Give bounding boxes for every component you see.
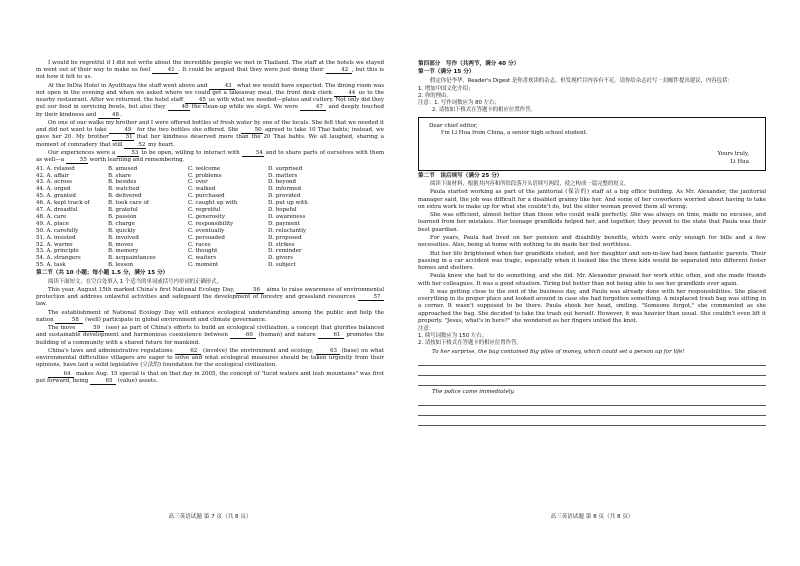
option-cell: C. walked <box>188 186 216 193</box>
option-cell: D. subject <box>268 262 296 269</box>
answer-line <box>418 406 766 416</box>
option-cell: C. over <box>188 179 208 186</box>
option-cell: B. charge <box>108 220 135 227</box>
option-cell: B. amused <box>108 165 138 172</box>
option-cell: C. regretful <box>188 207 221 214</box>
blank-56: 56 <box>236 287 264 294</box>
option-cell: C. purchased <box>188 193 225 200</box>
option-cell: C. persuaded <box>188 234 225 241</box>
option-cell: 46. A. kept track of <box>36 200 90 207</box>
option-cell: 45. A. granted <box>36 193 76 200</box>
blank-57: 57 <box>358 294 384 301</box>
blank-52: 52 <box>124 142 146 149</box>
option-cell: 47. A. dreadful <box>36 207 78 214</box>
blank-65: 65 <box>90 378 116 385</box>
blank-58: 58 <box>55 317 83 324</box>
answer-line <box>418 376 766 386</box>
writing-notes-2-item-2: 2. 请按如下格式在答题卡的相应位置作答。 <box>418 340 522 347</box>
right-page <box>418 60 766 426</box>
option-cell: B. besides <box>108 179 137 186</box>
blank-50: 50 <box>241 127 263 134</box>
blank-43: 43 <box>209 83 235 90</box>
option-cell: 49. A. place <box>36 220 69 227</box>
letter-closing: Yours truly, <box>717 151 749 158</box>
options-grid <box>36 166 384 270</box>
story-paragraph-5: Paula knew she had to do something, and she did. Mr. Alexander praised her work ethic often, and she made friends with her colleagues. It was a good situation. Tiring but better than not being able to see her grandkids ever again. <box>418 273 766 287</box>
writing-section-2-instructions: 阅读下面材料，根据其内容和所给段落开头语续写两段，使之构成一篇完整的短文。 <box>430 181 630 188</box>
option-cell: B. took care of <box>108 200 149 207</box>
letter-body: I'm Li Hua from China, a senior high school student. <box>441 130 588 137</box>
option-cell: 43. A. across <box>36 179 72 186</box>
blank-59: 59 <box>78 325 104 332</box>
left-page <box>36 60 384 386</box>
blank-53: 53 <box>117 150 139 157</box>
option-cell: 55. A. task <box>36 262 66 269</box>
story-paragraph-3: For years, Paula had lived on her pension and disability benefits, which were only enough for bills and a few necessities. Also, being at home with nothing to do made her feel worthless. <box>418 235 766 249</box>
option-cell: B. lesson <box>108 262 134 269</box>
option-cell: 52. A. warms <box>36 241 73 248</box>
option-cell: D. hopeful <box>268 207 297 214</box>
option-cell: 41. A. relaxed <box>36 165 75 172</box>
option-cell: B. grateful <box>108 207 138 214</box>
option-cell: D. matters <box>268 172 298 179</box>
writing-notes-2-title: 注意： <box>418 326 435 333</box>
option-cell: 42. A. affair <box>36 172 69 179</box>
option-cell: C. eventually <box>188 227 225 234</box>
blank-44: 44 <box>334 90 356 97</box>
option-cell: D. put up with <box>268 200 308 207</box>
part-4-heading: 第四部分 写作（共两节，满分 40 分） <box>418 61 520 67</box>
option-cell: B. quickly <box>108 227 136 234</box>
left-page-footer: 高三英语试题 第 7 页（共 8 页） <box>168 514 252 520</box>
right-page-footer: 高三英语试题 第 8 页（共 8 页） <box>550 514 634 520</box>
passage-paragraph-4: Our experiences were a 53 to be open, willing to interact with 54 and to share parts of ourselves with them as well—a 55 worth learning and remembering. <box>36 150 385 164</box>
option-cell: C. thought <box>188 248 218 255</box>
option-cell: D. awareness <box>268 213 306 220</box>
writing-item-1: 1. 增加中国文化介绍； <box>418 86 474 93</box>
option-cell: C. waiters <box>188 255 217 262</box>
letter-greeting: Dear chief editor, <box>429 123 478 130</box>
option-cell: D. informed <box>268 186 301 193</box>
writing-notes-2-item-1: 1. 续写词数应为 150 左右； <box>418 333 488 340</box>
blank-55: 55 <box>66 157 88 164</box>
option-cell: 53. A. principle <box>36 248 79 255</box>
continuation-prompt-1: To her surprise, the bag contained big piles of money, which could set a person up for life! <box>432 349 685 356</box>
option-cell: C. moment <box>188 262 219 269</box>
option-cell: D. surprised <box>268 165 303 172</box>
story-paragraph-1: Paula started working as part of the janitorial (保洁的) staff at a big office building. As Mr. Alexander, the janitorial manager said, the job was difficult for a disabled granny like her. And some of her coworkers worried about having to take on extra work to make up for what she couldn't do, but the older woman proved them all wrong. <box>418 189 766 210</box>
story-paragraph-2: She was efficient, almost better than those who could walk perfectly. She was always on time, made no excuses, and learned from her mistakes. Her teenage grandkids helped her, and together, they proved to the state that Paula was their best guardian. <box>418 212 766 233</box>
option-cell: C. problems <box>188 172 222 179</box>
answer-line <box>418 396 766 406</box>
answer-line <box>418 416 766 426</box>
answer-lines <box>418 349 766 426</box>
blank-46: 46 <box>168 104 190 111</box>
option-cell: D. provided <box>268 193 301 200</box>
blank-63: 63 <box>316 348 340 355</box>
letter-signature: Li Hua <box>730 158 749 165</box>
option-cell: C. generosity <box>188 213 225 220</box>
story-paragraph-6: It was getting close to the end of the business day, and Paula was already done with her responsibilities. She placed everything in its proper place and looked around in case she had forgotten something. A misplaced trash bag was sitting in a corner. It wasn't supposed to be there. Paula shook her head, smiling. "Someone forgot," she commented as she approached the bag. She decided to take the trash out herself. However, it was heavier than usual. She couldn't even lift it properly. "Jesus, what's in here?" she wondered as her fingers untied the knot. <box>418 289 766 324</box>
option-cell: B. delivered <box>108 193 142 200</box>
section-2-instructions: 阅读下面短文，在空白处填入 1 个适当的单词或括号内单词的正确形式。 <box>48 278 222 285</box>
blank-60: 60 <box>230 332 256 339</box>
blank-42: 42 <box>326 67 352 74</box>
option-cell: D. beyond <box>268 179 296 186</box>
option-cell: 50. A. carefully <box>36 227 79 234</box>
option-cell: D. reminder <box>268 248 302 255</box>
blank-61: 61 <box>318 332 344 339</box>
option-cell: B. passion <box>108 213 137 220</box>
blank-45: 45 <box>185 97 207 104</box>
blank-54: 54 <box>242 150 264 157</box>
cloze-paragraph-5: 64 makes Aug. 15 special is that on that day in 2005, the concept of "lucid waters and lush mountains" was first put forward, being 65 (value) assets. <box>36 370 384 384</box>
option-cell: D. givers <box>268 255 293 262</box>
writing-section-2-heading: 第二节 读后续写（满分 25 分） <box>418 172 503 179</box>
option-cell: D. reluctantly <box>268 227 307 234</box>
blank-41: 41 <box>152 67 178 74</box>
option-cell: B. watched <box>108 186 140 193</box>
option-cell: 48. A. care <box>36 213 67 220</box>
story-paragraph-4: But her life brightened when her grandkids visited, and her daughter and son-in-law had been fantastic parents. Their passing in a car accident was tragic, especially when it looked like the three kids would be separated into different foster homes and shelters. <box>418 250 766 272</box>
passage-paragraph-3: On one of our walks my brother and I were offered bottles of fresh water by one of the locals. She felt that we needed it and did not want to take 49 for the two bottles she offered. She 50 agreed to take 10 Thai bahts; instead, we gave her 20. My brother 51 that her kindness deserved more than the 20 Thai bahts. We all laughed, sharing a moment of comradery that still 52 my heart. <box>36 120 384 148</box>
passage-paragraph-1: I would be regretful if I did not write about the incredible people we met in Thailand. The staff at the hotels we stayed in went out of their way to make us feel 41 . It could be argued that they were just doing their 42 , but this is not how it felt to us. <box>36 60 384 81</box>
cloze-paragraph-4: China's laws and administrative regulations 62 (involve) the environment and ecology, 63 (base) on what environmental difficulties villagers are eager to solve and what ecological measures should be taken urgently from their opinions, have laid a solid legislative (立法的) foundation for the ecological civilization. <box>36 347 385 369</box>
option-cell: D. payment <box>268 220 300 227</box>
answer-line <box>418 366 766 376</box>
continuation-prompt-2: The police came immediately. <box>432 389 515 396</box>
option-cell: 51. A. insisted <box>36 234 76 241</box>
blank-47: 47 <box>300 104 326 111</box>
option-cell: B. moves <box>108 241 134 248</box>
cloze-paragraph-2: The establishment of National Ecology Day will enhance ecological understanding among the public and help the nation 58 (well) participate in global environment and climate governance. <box>36 309 384 323</box>
option-cell: 54. A. strangers <box>36 255 81 262</box>
option-cell: C. welcome <box>188 165 221 172</box>
option-cell: D. strikes <box>268 241 295 248</box>
blank-51: 51 <box>112 134 134 141</box>
option-cell: C. races <box>188 241 211 248</box>
writing-note-2: 2. 请按如下格式在答题卡的相应位置作答。 <box>432 107 536 114</box>
cloze-paragraph-1: This year, August 15th marked China's first National Ecology Day, 56 aims to raise awareness of environmental protection and address unlawful activities and safeguard the development of forestry and grassland resources 57 law. <box>36 286 385 308</box>
option-cell: B. share <box>108 172 132 179</box>
answer-line <box>418 356 766 366</box>
option-cell: 44. A. urged <box>36 186 71 193</box>
blank-48: 48 <box>98 112 120 119</box>
writing-section-1-instructions: 假定你是李华，Reader's Digest 是你喜欢读的杂志，但发现栏目内容有不足。请你给杂志社写一封邮件提出建议，内容包括： <box>430 77 733 84</box>
passage-paragraph-2: At the InDia Hotel in Ayutthaya the staff went above and 43 what we would have expected. The dining room was not open in the evening and when we asked where we could get a takeaway meal, the front desk clerk 44 us to the nearby restaurant. After we returned, the hotel staff 45 us with what we needed—plates and cutlery. Not only did they put our food in servicing bowls, but also they 46 the clean-up while we slept. We were 47 and deeply touched by their kindness and 48. <box>36 82 385 118</box>
option-cell: C. caught up with <box>188 200 238 207</box>
option-cell: B. involved <box>108 234 139 241</box>
option-cell: B. memory <box>108 248 139 255</box>
writing-note-1: 注意：1. 写作词数应为 80 左右； <box>418 100 500 107</box>
blank-64: 64 <box>48 371 74 378</box>
blank-49: 49 <box>109 127 135 134</box>
blank-62: 62 <box>175 348 201 355</box>
letter-template-box <box>418 117 766 171</box>
section-2-heading: 第二节（共 10 小题；每小题 1.5 分，满分 15 分） <box>36 270 169 277</box>
option-cell: C. responsibility <box>188 220 234 227</box>
cloze-paragraph-3: The move 59 (see) as part of China's efforts to build an ecological civilization, a concept that glorifies balanced and sustainable development and harmonious coexistence between 60 (human) and nature 61 promotes the building of a community with a shared future for mankind. <box>36 325 385 346</box>
writing-item-2: 2. 你的理由。 <box>418 93 452 100</box>
writing-section-1-heading: 第一节（满分 15 分） <box>418 69 475 76</box>
option-cell: D. proposed <box>268 234 302 241</box>
option-cell: B. acquaintances <box>108 255 156 262</box>
